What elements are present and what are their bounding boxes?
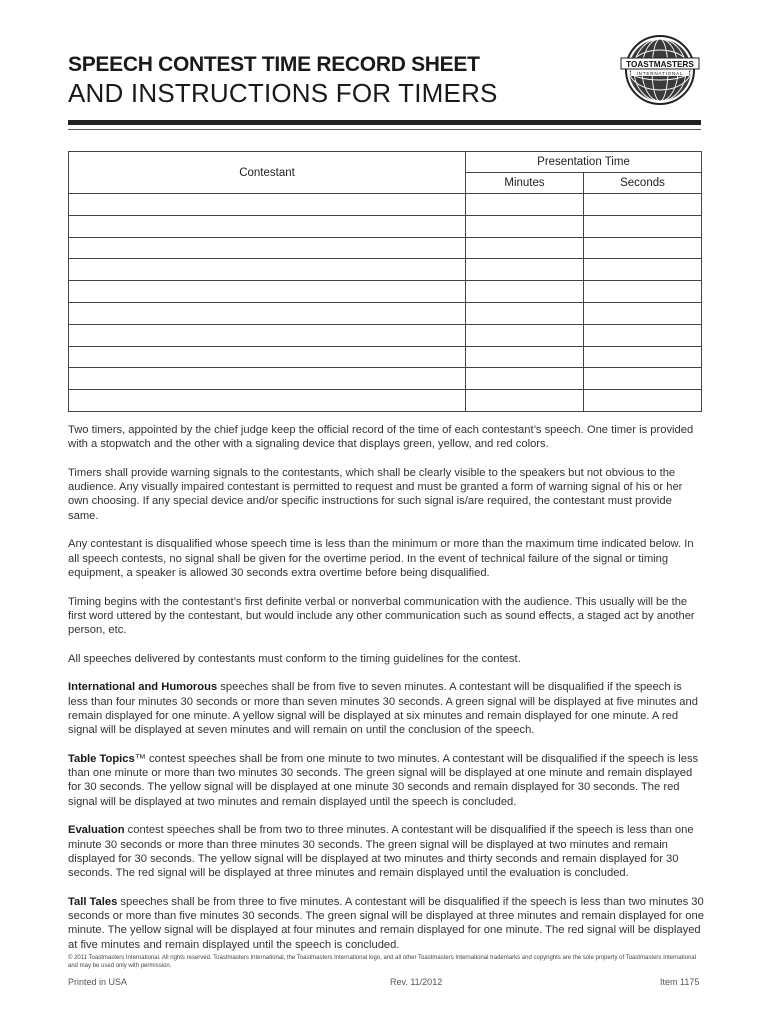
instructions-paragraph: Two timers, appointed by the chief judge keep the official record of the time of each contestant’s speech. One timer is provided with a stopwatch and the other with a signaling device that displays green, yellow, and red colors.	[68, 424, 694, 451]
svg-text:INTERNATIONAL: INTERNATIONAL	[636, 71, 684, 77]
seconds-cell[interactable]	[584, 215, 702, 237]
table-row	[69, 346, 702, 368]
page-title: SPEECH CONTEST TIME RECORD SHEET	[68, 53, 480, 76]
evaluation-text: contest speeches shall be from two to three minutes. A contestant will be disqualified if the speech is less than one minute 30 seconds or more than three minutes 30 seconds. The green signal will be displayed at two minutes and remain displayed for 30 seconds. The yellow signal will be displayed at two minutes and thirty seconds and remain displayed for 30 seconds. The red signal will be displayed at three minutes and remain displayed until the evaluation is concluded.	[68, 824, 694, 880]
instructions-paragraph: Timing begins with the contestant’s first definite verbal or nonverbal communication with the audience. This usually will be the first word uttered by the contestant, but would include any other communication such as sound effects, a staged act by another person, etc.	[68, 595, 695, 637]
table-row	[69, 259, 702, 281]
svg-text:TOASTMASTERS: TOASTMASTERS	[626, 59, 694, 69]
printed-in-label: Printed in USA	[68, 977, 128, 987]
contestant-cell[interactable]	[69, 346, 466, 368]
page-subtitle: AND INSTRUCTIONS FOR TIMERS	[68, 78, 498, 108]
time-record-table	[68, 151, 702, 412]
minutes-cell[interactable]	[466, 215, 584, 237]
contestant-cell[interactable]	[69, 281, 466, 303]
tall-tales-rules	[68, 895, 704, 952]
contestant-cell[interactable]	[69, 302, 466, 324]
contestant-cell[interactable]	[69, 368, 466, 390]
minutes-cell[interactable]	[466, 324, 584, 346]
minutes-cell[interactable]	[466, 302, 584, 324]
seconds-cell[interactable]	[584, 281, 702, 303]
contestant-cell[interactable]	[69, 194, 466, 216]
minutes-cell[interactable]	[466, 194, 584, 216]
item-number-label: Item 1175	[660, 977, 700, 987]
table-row	[69, 215, 702, 237]
evaluation-label: Evaluation	[68, 824, 125, 837]
contestant-cell[interactable]	[69, 237, 466, 259]
table-row	[69, 237, 702, 259]
table-row	[69, 324, 702, 346]
minutes-cell[interactable]	[466, 259, 584, 281]
seconds-cell[interactable]	[584, 390, 702, 412]
table-row	[69, 281, 702, 303]
instructions-paragraph: Timers shall provide warning signals to the contestants, which shall be clearly visible to the speakers but not obvious to the audience. Any visually impaired contestant is permitted to request and must be granted a form of warning signal of his or her own choosing. If any special device and/or specific instructions for such signal is/are required, the contestant must provide same.	[68, 466, 683, 522]
table-row	[69, 368, 702, 390]
seconds-column-header: Seconds	[584, 173, 702, 194]
tall-tales-text: speeches shall be from three to five minutes. A contestant will be disqualified if the speech is less than two minutes 30 seconds or more than five minutes 30 seconds. The green signal will be displayed at three minutes and remain displayed for one minute. The yellow signal will be displayed at four minutes and remain displayed for one minute. The red signal will be displayed at five minutes and remain displayed until the speech is concluded.	[68, 895, 704, 951]
table-row	[69, 302, 702, 324]
contestant-cell[interactable]	[69, 324, 466, 346]
minutes-cell[interactable]	[466, 390, 584, 412]
instructions-paragraph: Any contestant is disqualified whose speech time is less than the minimum or more than the maximum time indicated below. In all speech contests, no signal shall be given for the overtime period. In the event of technical failure of the signal or timing equipment, a speaker is allowed 30 seconds extra overtime before being disqualified.	[68, 538, 694, 579]
seconds-cell[interactable]	[584, 368, 702, 390]
toastmasters-logo	[617, 34, 703, 106]
minutes-cell[interactable]	[466, 346, 584, 368]
copyright-notice: © 2011 Toastmasters International. All rights reserved. Toastmasters International, the Toastmasters International logo, and all other Toastmasters International trademarks and copyrights are the sole property of Toastmasters International and may be used only with permission.	[68, 955, 697, 969]
seconds-cell[interactable]	[584, 194, 702, 216]
instructions-paragraph: All speeches delivered by contestants must conform to the timing guidelines for the contest.	[68, 652, 521, 665]
international-humorous-rules	[68, 680, 704, 737]
table-row	[69, 390, 702, 412]
seconds-cell[interactable]	[584, 324, 702, 346]
table-row	[69, 194, 702, 216]
trademark-symbol: ™	[134, 752, 146, 765]
seconds-cell[interactable]	[584, 346, 702, 368]
table-topics-label: Table Topics	[68, 752, 135, 765]
table-topics-rules	[68, 752, 704, 809]
seconds-cell[interactable]	[584, 302, 702, 324]
header-rule-thin	[68, 129, 701, 130]
tall-tales-label: Tall Tales	[68, 895, 118, 908]
evaluation-rules	[68, 823, 704, 880]
contestant-cell[interactable]	[69, 215, 466, 237]
minutes-column-header: Minutes	[466, 173, 584, 194]
contestant-cell[interactable]	[69, 259, 466, 281]
contestant-column-header: Contestant	[69, 152, 466, 194]
minutes-cell[interactable]	[466, 368, 584, 390]
seconds-cell[interactable]	[584, 237, 702, 259]
contestant-cell[interactable]	[69, 390, 466, 412]
revision-label: Rev. 11/2012	[390, 977, 443, 987]
seconds-cell[interactable]	[584, 259, 702, 281]
international-humorous-text: speeches shall be from five to seven minutes. A contestant will be disqualified if the speech is less than four minutes 30 seconds or more than seven minutes 30 seconds. A green signal will be displayed at five minutes and remain displayed for one minute. A yellow signal will be displayed at six minutes and remain displayed for one minute. A red signal will be displayed at seven minutes and will remain on until the conclusion of the speech.	[68, 681, 698, 737]
minutes-cell[interactable]	[466, 281, 584, 303]
timer-instructions	[68, 423, 704, 966]
table-topics-text: contest speeches shall be from one minute to two minutes. A contestant will be disqualified if the speech is less than one minute or more than two minutes 30 seconds. The green signal will be displayed at one minute and remain displayed for 30 seconds. The yellow signal will be displayed at one minute 30 seconds and remain displayed for 30 seconds. The red signal will be displayed at two minutes and remain displayed until the speech is concluded.	[68, 752, 699, 808]
header-rule-thick	[68, 120, 701, 125]
international-humorous-label: International and Humorous	[68, 681, 218, 694]
minutes-cell[interactable]	[466, 237, 584, 259]
presentation-time-header: Presentation Time	[466, 152, 702, 173]
